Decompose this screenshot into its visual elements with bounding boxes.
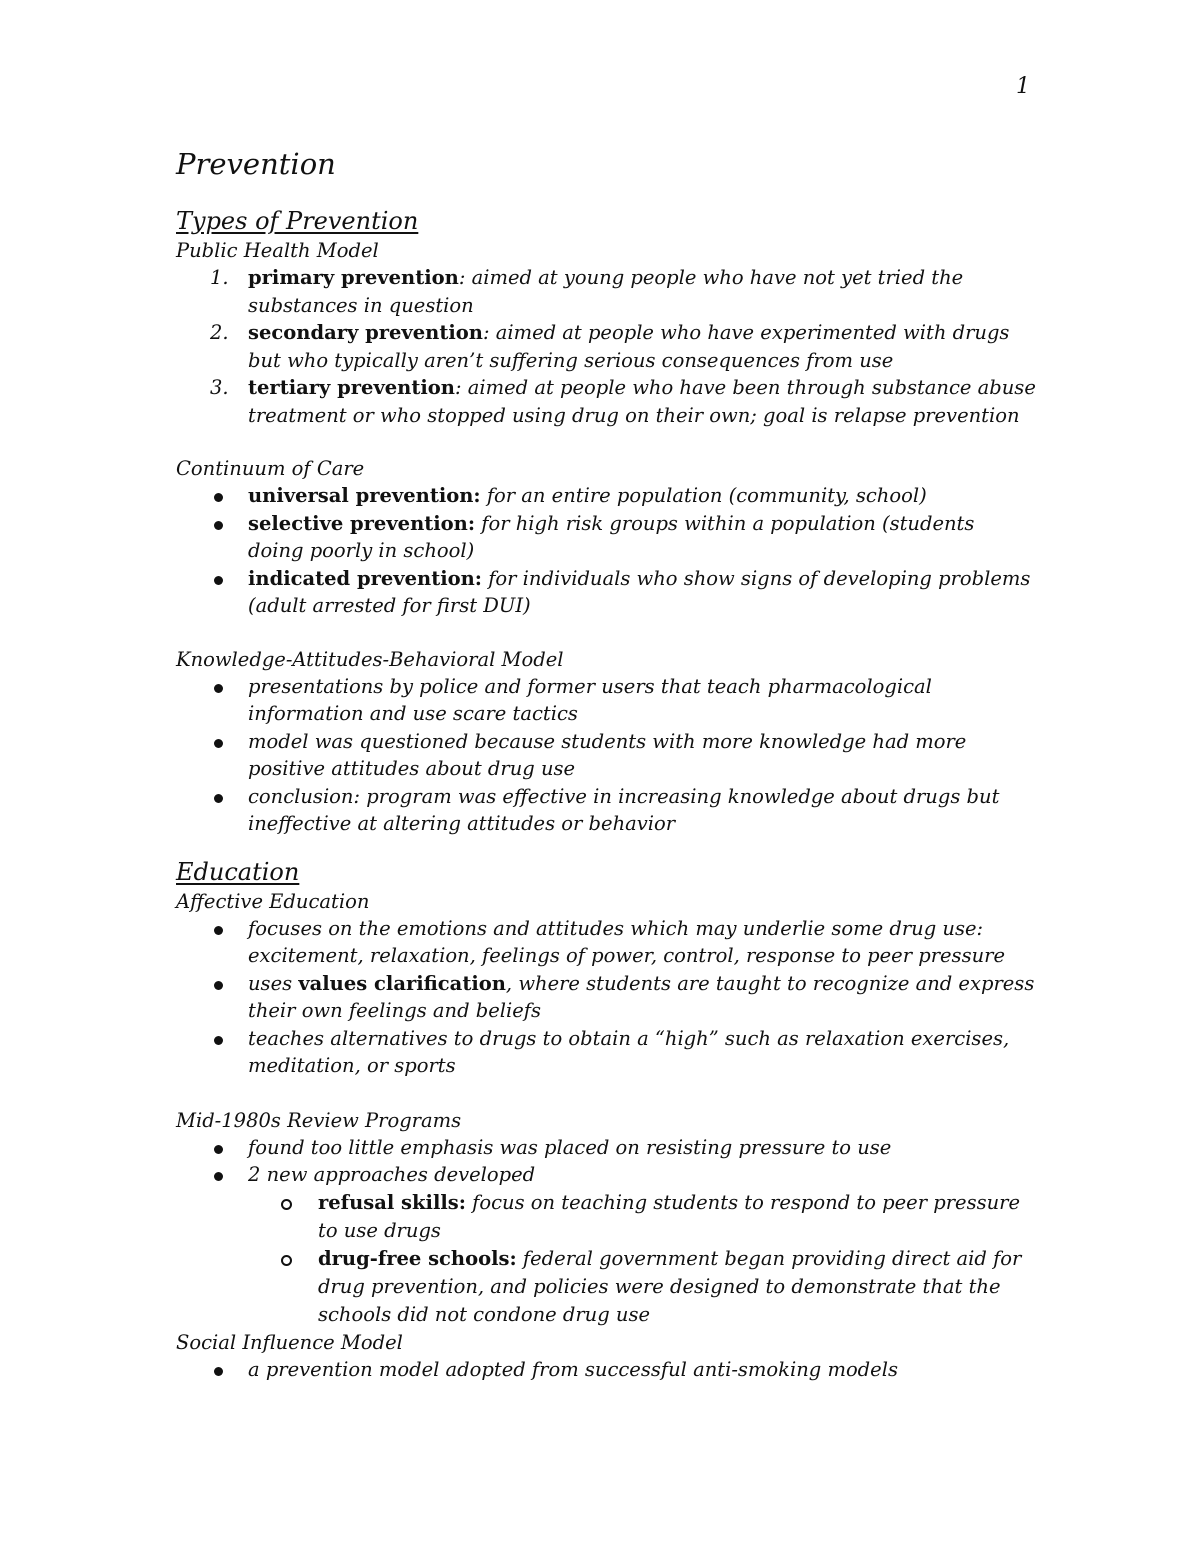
bullet-icon xyxy=(214,981,223,990)
sub-list-item xyxy=(176,1189,1036,1245)
social-influence-list xyxy=(176,1356,1036,1384)
list-item xyxy=(176,728,1036,783)
bullet-icon xyxy=(214,1172,223,1181)
description: a prevention model adopted from successful anti-smoking models xyxy=(248,1357,898,1381)
bullet-icon xyxy=(214,684,223,693)
description: , where students are taught to recognize and express their own feelings and beliefs xyxy=(248,971,1035,1022)
description: found too little emphasis was placed on resisting pressure to use xyxy=(248,1135,892,1159)
subheading-public-health: Public Health Model xyxy=(176,239,379,262)
description: for high risk groups within a population (students doing poorly in school) xyxy=(248,511,975,562)
term: universal prevention: xyxy=(248,484,481,507)
list-item: uses values clarification, where students are taught to recognize and express their own feelings and beliefs xyxy=(176,970,1036,1025)
subheading-mid-1980s: Mid-1980s Review Programs xyxy=(176,1108,462,1132)
mid-1980s-list xyxy=(176,1134,1036,1189)
description: 2 new approaches developed xyxy=(248,1163,536,1186)
term: indicated prevention: xyxy=(248,566,482,590)
list-item xyxy=(176,915,1036,970)
list-item: 2. secondary prevention: aimed at people who have experimented with drugs but who typically aren’t suffering serious consequences from use xyxy=(210,321,1010,372)
term: tertiary prevention xyxy=(248,376,455,399)
list-item xyxy=(176,482,1036,510)
document-body xyxy=(176,140,1036,1383)
bullet-icon xyxy=(214,926,223,935)
subheading-social-influence: Social Influence Model xyxy=(176,1330,403,1354)
public-health-list xyxy=(176,264,1036,429)
bullet-icon xyxy=(214,1036,223,1045)
hollow-bullet-icon xyxy=(281,1199,292,1210)
kab-list xyxy=(176,673,1036,838)
term: primary prevention xyxy=(248,266,459,289)
description: focuses on the emotions and attitudes which may underlie some drug use: excitement, relaxation, feelings of power, control, response to peer pressure xyxy=(248,916,1005,967)
bullet-icon xyxy=(214,576,223,585)
term: values clarification xyxy=(298,971,506,995)
description: focus on teaching students to respond to peer pressure to use drugs xyxy=(318,1190,1021,1242)
list-item xyxy=(176,673,1036,728)
bullet-icon xyxy=(214,1367,223,1376)
list-item xyxy=(176,1161,1036,1189)
list-item xyxy=(176,565,1036,620)
description: for an entire population (community, school) xyxy=(480,484,927,507)
term: drug-free schools: xyxy=(318,1246,517,1270)
list-item: 1. primary prevention: aimed at young people who have not yet tried the substances in question xyxy=(210,266,964,317)
list-item: 3. tertiary prevention: aimed at people who have been through substance abuse treatment or who stopped using drug on their own; goal is relapse prevention xyxy=(210,376,1036,427)
list-number: 1. xyxy=(210,266,229,289)
list-item xyxy=(176,1025,1036,1080)
list-number: 3. xyxy=(210,376,229,399)
description: presentations by police and former users that teach pharmacological information and use scare tactics xyxy=(248,674,932,725)
bullet-icon xyxy=(214,794,223,803)
sub-list-item xyxy=(176,1245,1036,1329)
description: aimed at young people who have not yet tried the substances in question xyxy=(248,266,964,317)
affective-list xyxy=(176,915,1036,1080)
term: refusal skills: xyxy=(318,1190,466,1214)
subheading-kab-model: Knowledge-Attitudes-Behavioral Model xyxy=(176,647,564,671)
bullet-icon xyxy=(214,739,223,748)
section-heading-types: Types of Prevention xyxy=(176,207,419,235)
description: aimed at people who have experimented with drugs but who typically aren’t suffering serious consequences from use xyxy=(248,321,1010,372)
bullet-icon xyxy=(214,1145,223,1154)
bullet-icon xyxy=(214,521,223,530)
description: aimed at people who have been through substance abuse treatment or who stopped using drug on their own; goal is relapse prevention xyxy=(248,376,1036,427)
page-title: Prevention xyxy=(176,147,336,181)
list-item xyxy=(176,510,1036,565)
description: for individuals who show signs of developing problems (adult arrested for first DUI) xyxy=(248,566,1031,617)
term: secondary prevention xyxy=(248,321,483,344)
list-item xyxy=(176,1356,1036,1384)
description: conclusion: program was effective in increasing knowledge about drugs but ineffective at altering attitudes or behavior xyxy=(248,784,1000,835)
section-heading-education: Education xyxy=(176,857,300,886)
list-number: 2. xyxy=(210,321,229,344)
list-item xyxy=(176,1134,1036,1162)
subheading-continuum: Continuum of Care xyxy=(176,457,365,480)
subheading-affective: Affective Education xyxy=(176,889,370,913)
description: model was questioned because students with more knowledge had more positive attitudes about drug use xyxy=(248,729,967,780)
approaches-sublist xyxy=(176,1189,1036,1329)
page-number: 1 xyxy=(1016,74,1030,99)
list-item xyxy=(176,783,1036,838)
description: federal government began providing direct aid for drug prevention, and policies were designed to demonstrate that the schools did not condone drug use xyxy=(318,1246,1022,1326)
hollow-bullet-icon xyxy=(281,1255,292,1266)
term: selective prevention: xyxy=(248,511,476,535)
description: teaches alternatives to drugs to obtain a “high” such as relaxation exercises, meditation, or sports xyxy=(248,1026,1010,1077)
bullet-icon xyxy=(214,493,223,502)
continuum-list xyxy=(176,482,1036,620)
